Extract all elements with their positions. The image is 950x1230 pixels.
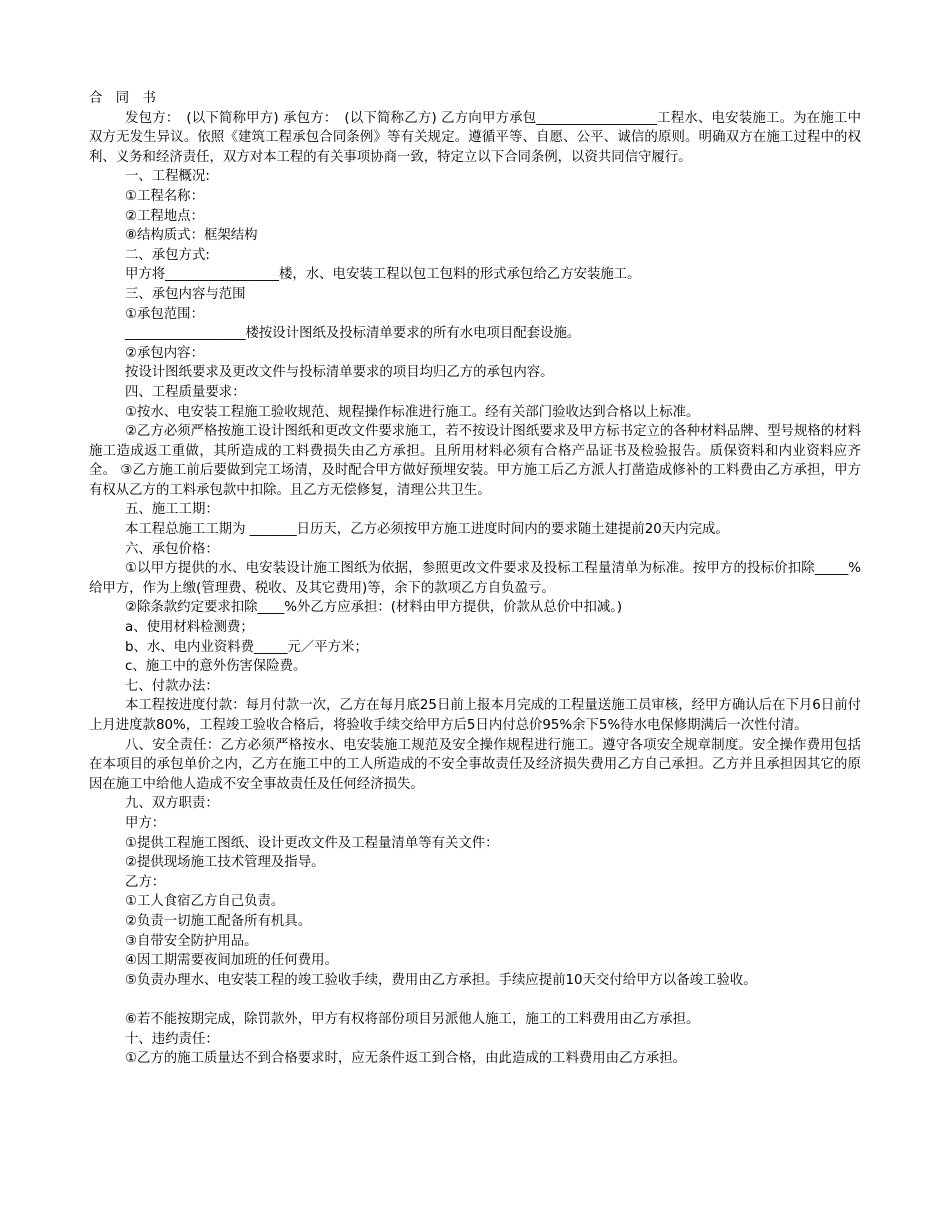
section-heading-9: 九、双方职责： [125,796,219,812]
party-b-duty-4: ④因工期需要夜间加班的任何费用。 [125,953,338,969]
contract-mode-line: 甲方将_________________楼，水、电安装工程以包工包料的形式承包给乙方安装施工。 [125,267,641,283]
section-heading-1: 一、工程概况: [125,169,210,185]
section-heading-4: 四、工程质量要求： [125,384,246,400]
schedule-text: 本工程总施工工期为 _______日历天，乙方必须按甲方施工进度时间内的要求随土建提前20天内完成。 [125,522,729,538]
blank-line [89,990,861,1010]
content-text: 按设计图纸要求及更改文件与投标清单要求的项目均归乙方的承包内容。 [125,365,554,381]
project-location-line: ②工程地点： [125,208,204,224]
section-heading-2: 二、承包方式: [125,247,210,263]
payment-paragraph: 本工程按进度付款：每月付款一次，乙方在每月底25日前上报本月完成的工程量送施工员审核，经甲方确认后在下月6日前付上月进度款80%，工程竣工验收合格后，将验收手续交给甲方后5日内付总价95%余下5%待水电保修期满后一次性付清。 [89,698,861,733]
intro-paragraph: 发包方： (以下简称甲方) 承包方： (以下简称乙方) 乙方向甲方承包__________________工程水、电安装施工。为在施工中双方无发生异议。依照《建筑工程承包合同条例》等有关规定。遵循平等、自愿、公平、诚信的原则。明确双方在施工过程中的权利、义务和经济责任，双方对本工程的有关事项协商一致，特定立以下合同条例，以资共同信守履行。 [89,110,861,165]
section-heading-3: 三、承包内容与范围 [125,286,246,302]
scope-label: ①承包范围： [125,306,204,322]
party-a-label: 甲方： [125,815,166,831]
document-title: 合 同 书 [89,91,156,106]
project-name-line: ①工程名称： [125,188,204,204]
price-item-a: a、使用材料检测费； [125,620,254,636]
document-body [89,89,861,1069]
price-item-2: ②除条款约定要求扣除____%外乙方应承担：(材料由甲方提供，价款从总价中扣减。) [125,600,623,616]
party-a-duty-1: ①提供工程施工图纸、设计更改文件及工程量清单等有关文件： [125,835,499,851]
party-b-duty-2: ②负责一切施工配备所有机具。 [125,913,312,929]
quality-item-1: ①按水、电安装工程施工验收规范、规程操作标准进行施工。经有关部门验收达到合格以上标准。 [125,404,700,420]
section-heading-7: 七、付款办法： [125,678,219,694]
party-b-duty-3: ③自带安全防护用品。 [125,933,258,949]
party-b-duty-6: ⑥若不能按期完成，除罚款外，甲方有权将部份项目另派他人施工，施工的工料费用由乙方承担。 [125,1011,700,1027]
section-heading-10: 十、违约责任： [125,1031,219,1047]
quality-item-2-paragraph: ②乙方必须严格按施工设计图纸和更改文件要求施工，若不按设计图纸要求及甲方标书定立的各种材料品牌、型号规格的材料施工造成返工重做，其所造成的工料费损失由乙方承担。且所用材料必须有合格产品证书及检验报告。质保资料和内业资料应齐全。 ③乙方施工前后要做到完工场清，及时配合甲方做好预埋安装。甲方施工后乙方派人打凿造成修补的工料费由乙方承担，甲方有权从乙方的工料承包款中扣除。且乙方无偿修复，清理公共卫生。 [89,424,861,498]
section-heading-6: 六、承包价格： [125,541,219,557]
section-heading-5: 五、施工工期： [125,502,219,518]
party-b-duty-5: ⑤负责办理水、电安装工程的竣工验收手续，费用由乙方承担。手续应提前10天交付给甲方以备竣工验收。 [125,972,757,988]
party-b-duty-1: ①工人食宿乙方自己负责。 [125,894,285,910]
party-a-duty-2: ②提供现场施工技术管理及指导。 [125,855,325,871]
structure-type-line: ⑧结构质式：框架结构 [125,228,258,244]
party-b-label: 乙方： [125,874,166,890]
price-item-b: b、水、电内业资料费_____元／平方米； [125,639,368,655]
price-item-c: c、施工中的意外伤害保险费。 [125,659,307,675]
safety-paragraph: 八、安全责任：乙方必须严格按水、电安装施工规范及安全操作规程进行施工。遵守各项安全规章制度。安全操作费用包括在本项目的承包单价之内，乙方在施工中的工人所造成的不安全事故责任及经济损失费用乙方自己承担。乙方并且承担因其它的原因在施工中给他人造成不安全事故责任及任何经济损失。 [89,737,861,792]
content-label: ②承包内容： [125,345,204,361]
breach-item-1: ①乙方的施工质量达不到合格要求时，应无条件返工到合格，由此造成的工料费用由乙方承担。 [125,1051,687,1067]
price-item-1-paragraph: ①以甲方提供的水、电安装设计施工图纸为依据，参照更改文件要求及投标工程量清单为标准。按甲方的投标价扣除_____%给甲方，作为上缴(管理费、税收、及其它费用)等，余下的款项乙方自负盈亏。 [89,561,861,596]
scope-text: __________________楼按设计图纸及投标清单要求的所有水电项目配套设施。 [125,326,581,342]
